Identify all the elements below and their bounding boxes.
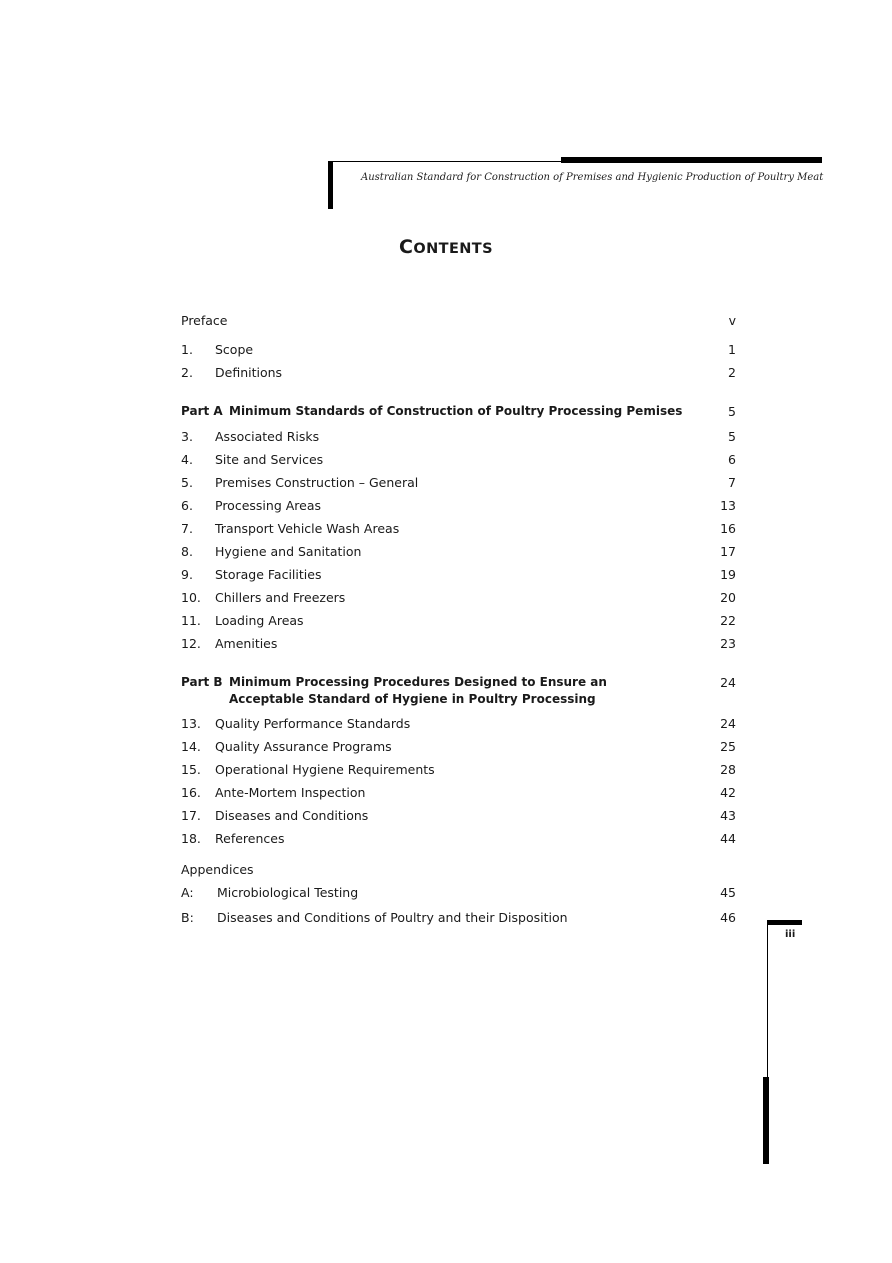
toc-entry-text: Diseases and Conditions (215, 808, 369, 823)
toc-entry-text: Processing Areas (215, 498, 321, 513)
toc-entry-page: 23 (720, 636, 736, 651)
toc-entry-text: Quality Assurance Programs (215, 739, 392, 754)
toc-entry-text: References (215, 831, 285, 846)
toc-entry-number: 17. (181, 808, 201, 823)
title-rest: ONTENTS (413, 241, 493, 257)
page-edge-line (767, 920, 768, 1080)
toc-entry-page: 44 (720, 831, 736, 846)
toc-entry-text: Loading Areas (215, 613, 304, 628)
toc-entry-page: 43 (720, 808, 736, 823)
toc-entry-page: 5 (728, 404, 736, 419)
toc-entry-text: Diseases and Conditions of Poultry and their Disposition (217, 910, 568, 925)
toc-entry-text: Transport Vehicle Wash Areas (215, 521, 400, 536)
toc-entry-number: 13. (181, 716, 201, 731)
toc-entry-page: 13 (720, 498, 736, 513)
page-number-rule (767, 920, 802, 925)
toc-entry-number: 10. (181, 590, 201, 605)
toc-entry-page: 25 (720, 739, 736, 754)
toc-entry-number: 3. (181, 429, 193, 444)
toc-part-label: Part A (181, 404, 223, 418)
toc-entry-text: Site and Services (215, 452, 324, 467)
toc-entry-number: 9. (181, 567, 193, 582)
toc-entry-text: Preface (181, 313, 228, 328)
toc-entry-number: B: (181, 910, 194, 925)
toc-entry-page: v (728, 313, 736, 328)
toc-entry-text: Microbiological Testing (217, 885, 359, 900)
toc-entry-text: Definitions (215, 365, 283, 380)
toc-entry-text: Quality Performance Standards (215, 716, 411, 731)
toc-entry-page: 1 (728, 342, 736, 357)
page-number: iii (785, 929, 796, 940)
running-head: Australian Standard for Construction of Premises and Hygienic Production of Poultry Meat (361, 172, 824, 183)
toc-entry-number: 16. (181, 785, 201, 800)
toc-entry-page: 45 (720, 885, 736, 900)
toc-entry-page: 2 (728, 365, 736, 380)
toc-entry-page: 16 (720, 521, 736, 536)
toc-entry-text: Operational Hygiene Requirements (215, 762, 435, 777)
toc-entry-number: 4. (181, 452, 193, 467)
page-edge-bar (763, 1077, 769, 1164)
toc-entry-text: Appendices (181, 862, 254, 877)
toc-entry-page: 42 (720, 785, 736, 800)
toc-entry-page: 6 (728, 452, 736, 467)
toc-entry-page: 24 (720, 716, 736, 731)
toc-entry-number: 7. (181, 521, 193, 536)
toc-entry-page: 19 (720, 567, 736, 582)
toc-part-text: Minimum Processing Procedures Designed to Ensure an Acceptable Standard of Hygiene in Poultry Processing (229, 675, 607, 706)
toc-entry-text: Associated Risks (215, 429, 320, 444)
toc-entry-page: 28 (720, 762, 736, 777)
title-initial: C (399, 236, 414, 258)
toc-entry-text: Chillers and Freezers (215, 590, 346, 605)
toc-entry-number: 6. (181, 498, 193, 513)
toc-entry-page: 22 (720, 613, 736, 628)
toc-entry-text: Premises Construction – General (215, 475, 419, 490)
toc-entry-number: A: (181, 885, 194, 900)
toc-entry-page: 20 (720, 590, 736, 605)
toc-entry-text: Ante-Mortem Inspection (215, 785, 366, 800)
toc-entry-text: Hygiene and Sanitation (215, 544, 362, 559)
toc-entry-number: 8. (181, 544, 193, 559)
toc-entry-page: 24 (720, 675, 736, 690)
toc-entry-text: Storage Facilities (215, 567, 322, 582)
toc-part-text: Minimum Standards of Construction of Poultry Processing Pemises (229, 404, 683, 418)
toc-entry-number: 15. (181, 762, 201, 777)
toc-entry-page: 5 (728, 429, 736, 444)
toc-entry-page: 46 (720, 910, 736, 925)
toc-entry-number: 2. (181, 365, 193, 380)
toc-entry-page: 7 (728, 475, 736, 490)
toc-entry-number: 12. (181, 636, 201, 651)
toc-part-label: Part B (181, 675, 223, 689)
toc-entry-text: Scope (215, 342, 254, 357)
toc-entry-number: 11. (181, 613, 201, 628)
table-of-contents (181, 0, 736, 1263)
toc-entry-text: Amenities (215, 636, 278, 651)
toc-entry-number: 1. (181, 342, 193, 357)
toc-entry-page: 17 (720, 544, 736, 559)
toc-entry-number: 5. (181, 475, 193, 490)
toc-entry-number: 18. (181, 831, 201, 846)
toc-entry-number: 14. (181, 739, 201, 754)
